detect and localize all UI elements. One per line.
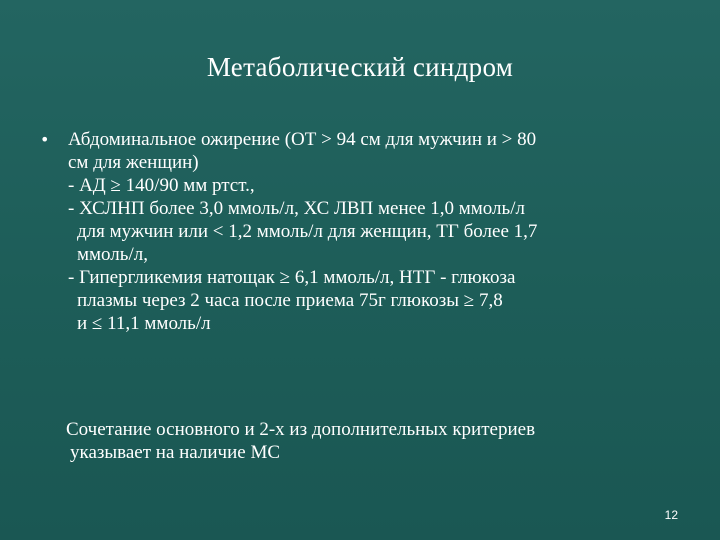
bullet-dot-icon: • <box>40 130 50 149</box>
criterion-line: плазмы через 2 часа после приема 75г глюкозы ≥ 7,8 <box>77 290 503 311</box>
page-number: 12 <box>664 508 678 522</box>
criterion-item <box>68 266 680 335</box>
summary-line: указывает на наличие МС <box>70 442 281 463</box>
slide-title: Метаболический синдром <box>206 52 514 82</box>
criterion-line: и ≤ 11,1 ммоль/л <box>77 313 211 334</box>
criterion-line: - ХСЛНП более 3,0 ммоль/л, ХС ЛВП менее 1,0 ммоль/л <box>68 198 525 219</box>
bullet-line: см для женщин) <box>68 152 199 173</box>
criterion-line: - АД ≥ 140/90 мм ртст., <box>68 175 255 196</box>
slide-body <box>40 128 680 335</box>
criterion-item <box>68 174 680 197</box>
summary-line: Сочетание основного и 2-х из дополнительных критериев <box>66 419 536 440</box>
criterion-line: ммоль/л, <box>77 244 148 265</box>
criterion-line: для мужчин или < 1,2 ммоль/л для женщин, ТГ более 1,7 <box>77 221 538 242</box>
criterion-line: - Гипергликемия натощак ≥ 6,1 ммоль/л, НТГ - глюкоза <box>68 267 516 288</box>
criterion-item <box>68 197 680 266</box>
bullet-item <box>40 128 680 335</box>
bullet-line: Абдоминальное ожирение (ОТ > 94 см для мужчин и > 80 <box>68 129 537 150</box>
summary-text <box>66 418 686 464</box>
